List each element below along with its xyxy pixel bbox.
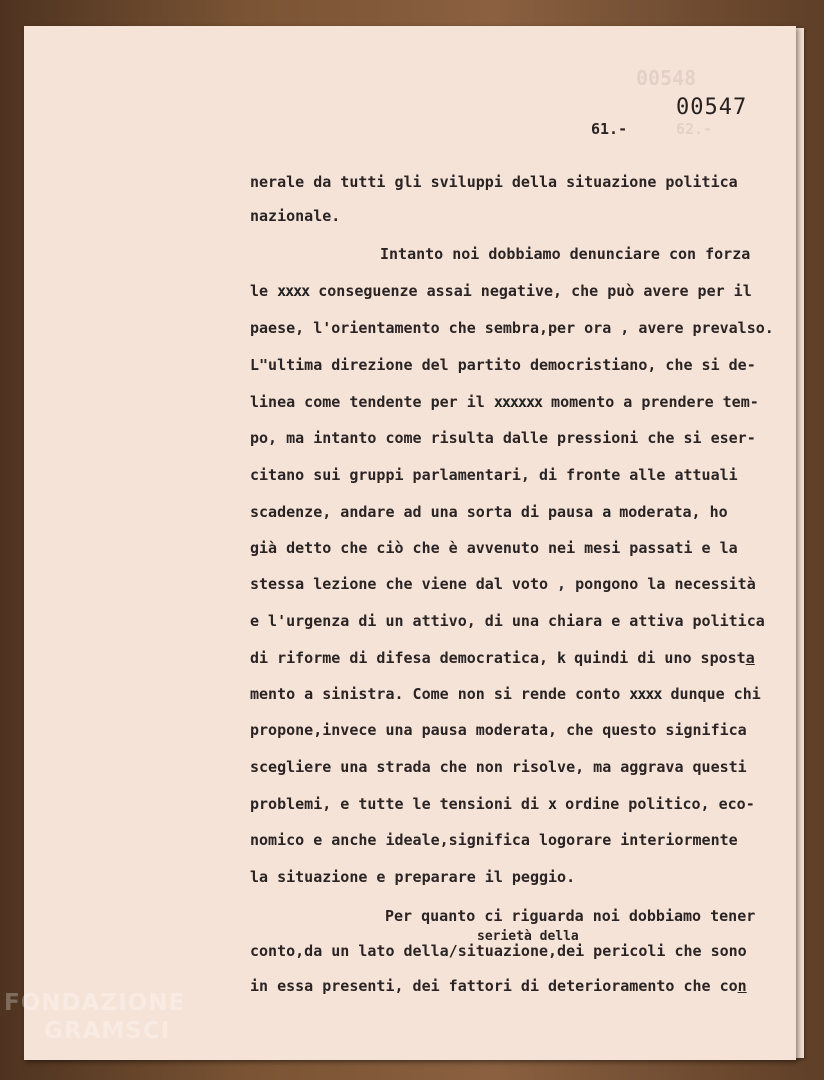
underlined-text: n — [737, 977, 747, 995]
text-line: Intanto noi dobbiamo denunciare con forza — [380, 245, 751, 263]
fondazione-gramsci-watermark — [4, 990, 214, 1075]
line-text: in essa presenti, dei fattori di deterioramento che co — [250, 977, 738, 995]
text-line: propone,invece una pausa moderata, che questo significa — [250, 721, 747, 739]
handwritten-interlinear-insertion: serietà della — [477, 929, 579, 944]
bleed-through-page-number: 62.- — [676, 120, 713, 138]
text-line: e l'urgenza di un attivo, di una chiara e attiva politica — [250, 612, 765, 630]
struck-out-text: k — [557, 649, 566, 667]
line-text: conseguenze assai negative, che può avere per il — [309, 282, 752, 300]
struck-out-text: xxxxxx — [493, 393, 543, 411]
line-text: quindi di uno spost — [565, 649, 746, 667]
line-text: problemi, e tutte le tensioni di — [250, 795, 549, 813]
struck-out-text: a — [602, 503, 611, 521]
text-line — [250, 502, 728, 522]
text-line: citano sui gruppi parlamentari, di fronte alle attuali — [250, 466, 738, 484]
text-line — [250, 684, 761, 704]
struck-out-text: xxxx — [629, 685, 662, 703]
watermark-line-2: GRAMSCI — [44, 1018, 171, 1044]
watermark-line-1: FONDAZIONE — [4, 990, 186, 1016]
line-text: dunque chi — [661, 685, 761, 703]
text-line — [250, 648, 755, 668]
text-line — [250, 794, 755, 814]
page-number: 61.- — [591, 120, 628, 138]
text-line: paese, l'orientamento che sembra,per ora , avere prevalso. — [250, 319, 774, 337]
text-line: stessa lezione che viene dal voto , pongono la necessità — [250, 575, 756, 593]
line-text: le — [250, 282, 278, 300]
text-line — [250, 281, 752, 301]
struck-out-text: xxxx — [277, 282, 310, 300]
text-line: la situazione e preparare il peggio. — [250, 868, 576, 886]
text-line — [250, 976, 747, 996]
text-line: scegliere una strada che non risolve, ma aggrava questi — [250, 758, 747, 776]
line-text: moderata, ho — [610, 503, 728, 521]
text-line: nazionale. — [250, 207, 341, 225]
text-line — [250, 392, 759, 412]
line-text: ordine politico, eco- — [556, 795, 755, 813]
text-line: Per quanto ci riguarda noi dobbiamo tener — [385, 907, 756, 925]
text-line: conto,da un lato della/situazione,dei pericoli che sono — [250, 942, 747, 960]
struck-out-text: x — [548, 795, 557, 813]
text-line: L"ultima direzione del partito democristiano, che si de- — [250, 356, 756, 374]
line-text: momento a prendere tem- — [542, 393, 759, 411]
bleed-through-doc-number: 00548 — [636, 66, 697, 90]
underlined-text: a — [745, 649, 755, 667]
text-line: già detto che ciò che è avvenuto nei mesi passati e la — [250, 539, 738, 557]
document-number: 00547 — [676, 95, 748, 120]
text-line: nerale da tutti gli sviluppi della situazione politica — [250, 173, 738, 191]
text-line: po, ma intanto come risulta dalle pressioni che si eser- — [250, 429, 756, 447]
line-text: di riforme di difesa democratica, — [250, 649, 558, 667]
text-line: nomico e anche ideale,significa logorare interiormente — [250, 831, 738, 849]
document-page — [24, 26, 796, 1060]
line-text: mento a sinistra. Come non si rende conto — [250, 685, 630, 703]
line-text: linea come tendente per il — [250, 393, 494, 411]
line-text: scadenze, andare ad una sorta di pausa — [250, 503, 603, 521]
